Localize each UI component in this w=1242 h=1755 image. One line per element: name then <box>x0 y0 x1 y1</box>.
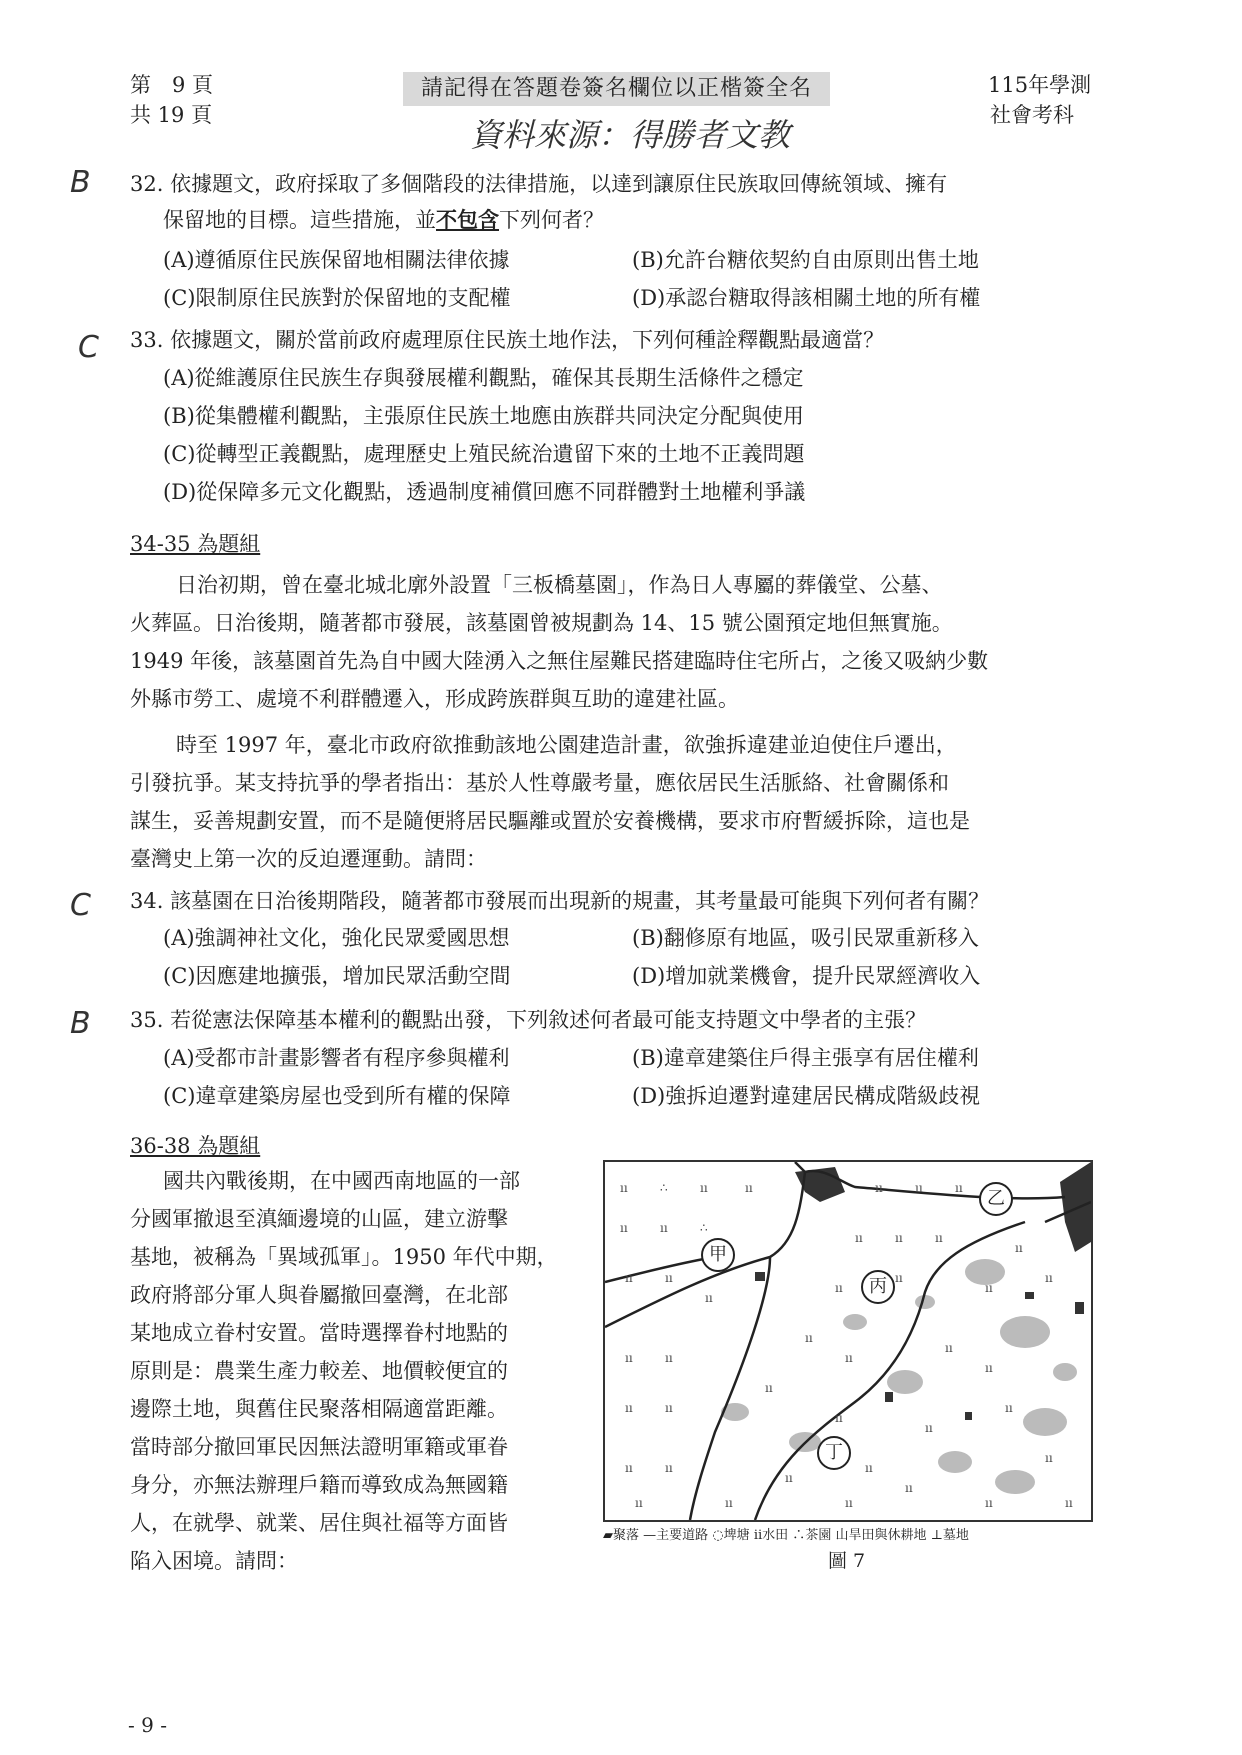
svg-text:ıı: ıı <box>1065 1496 1073 1510</box>
q32-stem-line1: 32. 依據題文，政府採取了多個階段的法律措施，以達到讓原住民族取回傳統領域、擁有 <box>130 172 948 196</box>
group-34-35-title: 34-35 為題組 <box>130 532 261 556</box>
q34-option-c[interactable]: (C)因應建地擴張，增加民眾活動空間 <box>163 964 511 988</box>
svg-text:ıı: ıı <box>895 1231 903 1245</box>
page-number: - 9 - <box>128 1713 167 1737</box>
q32-stem-line2-pre: 保留地的目標。這些措施，並 <box>163 208 436 232</box>
svg-text:ıı: ıı <box>625 1271 633 1285</box>
legend-paddy: 水田 <box>762 1528 789 1543</box>
road-legend-icon: — <box>643 1528 657 1543</box>
legend-road: 主要道路 <box>656 1528 709 1543</box>
svg-text:ıı: ıı <box>945 1341 953 1355</box>
svg-text:ıı: ıı <box>925 1421 933 1435</box>
q35-option-b[interactable]: (B)違章建築住戶得主張享有居住權利 <box>632 1046 979 1070</box>
passage-34-line1: 日治初期，曾在臺北城北廓外設置「三板橋墓園」，作為日人專屬的葬儀堂、公墓、 <box>176 573 943 597</box>
svg-text:ıı: ıı <box>745 1181 753 1195</box>
passage-36-line7: 邊際土地，與舊住民聚落相隔適當距離。 <box>130 1397 508 1421</box>
svg-text:ıı: ıı <box>705 1291 713 1305</box>
answer-mark-q34: C <box>70 888 91 923</box>
q34-stem: 34. 該墓園在日治後期階段，隨著都市發展而出現新的規畫，其考量最可能與下列何者有關？ <box>130 889 990 913</box>
land-use-map <box>603 1160 1093 1522</box>
passage-34-line5: 時至 1997 年，臺北市政府欲推動該地公園建造計畫，欲強拆違建並迫使住戶遷出， <box>176 733 957 757</box>
svg-text:ıı: ıı <box>665 1461 673 1475</box>
svg-text:ıı: ıı <box>625 1351 633 1365</box>
svg-text:ıı: ıı <box>835 1411 843 1425</box>
svg-text:ıı: ıı <box>935 1231 943 1245</box>
pond-legend-icon: ◌ <box>712 1528 724 1543</box>
legend-dryfield: 旱田與休耕地 <box>848 1528 927 1543</box>
legend-cemetery: 墓地 <box>942 1528 969 1543</box>
svg-text:ıı: ıı <box>905 1481 913 1495</box>
tea-legend-icon: ∴ <box>792 1528 806 1543</box>
dryfield-legend-icon: 山 <box>835 1528 849 1543</box>
q33-option-c[interactable]: (C)從轉型正義觀點，處理歷史上殖民統治遺留下來的土地不正義問題 <box>163 442 805 466</box>
svg-text:ıı: ıı <box>875 1181 883 1195</box>
svg-text:ıı: ıı <box>865 1461 873 1475</box>
legend-tea: 茶園 <box>805 1528 832 1543</box>
q34-option-a[interactable]: (A)強調神社文化，強化民眾愛國思想 <box>163 926 510 950</box>
legend-pond: 埤塘 <box>723 1528 750 1543</box>
legend-settlement: 聚落 <box>613 1528 640 1543</box>
svg-text:∴: ∴ <box>660 1181 668 1195</box>
svg-text:ıı: ıı <box>1005 1401 1013 1415</box>
group-36-38-title: 36-38 為題組 <box>130 1134 261 1158</box>
svg-text:ıı: ıı <box>625 1401 633 1415</box>
pond-patches <box>721 1259 1077 1494</box>
exam-title: 115年學測 <box>988 73 1092 97</box>
passage-34-line3: 1949 年後，該墓園首先為自中國大陸湧入之無住屋難民搭建臨時住宅所占，之後又吸納少數 <box>130 649 989 673</box>
svg-text:ıı: ıı <box>1045 1451 1053 1465</box>
answer-mark-q33: C <box>78 330 99 365</box>
map-marker-yi: 乙 <box>979 1182 1013 1216</box>
answer-mark-q32: B <box>70 165 91 200</box>
q35-option-c[interactable]: (C)違章建築房屋也受到所有權的保障 <box>163 1084 511 1108</box>
svg-text:ıı: ıı <box>805 1331 813 1345</box>
sign-reminder-banner: 請記得在答題卷簽名欄位以正楷簽全名 <box>403 72 830 106</box>
svg-text:ıı: ıı <box>985 1281 993 1295</box>
svg-text:ıı: ıı <box>1015 1241 1023 1255</box>
svg-text:ıı: ıı <box>620 1221 628 1235</box>
passage-36-line2: 分國軍撤退至滇緬邊境的山區，建立游擊 <box>130 1207 508 1231</box>
q34-option-d[interactable]: (D)增加就業機會，提升民眾經濟收入 <box>632 964 981 988</box>
svg-text:ıı: ıı <box>665 1401 673 1415</box>
svg-text:ıı: ıı <box>665 1351 673 1365</box>
q32-emphasis: 不包含 <box>436 207 499 232</box>
svg-text:ıı: ıı <box>855 1231 863 1245</box>
svg-text:ıı: ıı <box>620 1181 628 1195</box>
svg-text:∴: ∴ <box>700 1221 708 1235</box>
settlement-legend-icon: ▰ <box>603 1528 613 1543</box>
map-marker-jia: 甲 <box>701 1238 735 1272</box>
passage-36-line6: 原則是：農業生產力較差、地價較便宜的 <box>130 1359 508 1383</box>
svg-text:ıı: ıı <box>725 1496 733 1510</box>
q32-option-a[interactable]: (A)遵循原住民族保留地相關法律依據 <box>163 248 510 272</box>
svg-text:ıı: ıı <box>835 1281 843 1295</box>
q33-option-d[interactable]: (D)從保障多元文化觀點，透過制度補償回應不同群體對土地權利爭議 <box>163 480 806 504</box>
q33-stem: 33. 依據題文，關於當前政府處理原住民族土地作法，下列何種詮釋觀點最適當？ <box>130 328 885 352</box>
svg-text:ıı: ıı <box>895 1271 903 1285</box>
svg-text:ıı: ıı <box>700 1181 708 1195</box>
svg-text:ıı: ıı <box>985 1496 993 1510</box>
q35-stem: 35. 若從憲法保障基本權利的觀點出發，下列敘述何者最可能支持題文中學者的主張？ <box>130 1008 927 1032</box>
figure-caption: 圖 7 <box>828 1550 866 1572</box>
q33-option-a[interactable]: (A)從維護原住民族生存與發展權利觀點，確保其長期生活條件之穩定 <box>163 366 804 390</box>
q32-stem-line2-post: 下列何者？ <box>499 208 604 232</box>
passage-36-line8: 當時部分撤回軍民因無法證明軍籍或軍眷 <box>130 1435 508 1459</box>
q33-option-b[interactable]: (B)從集體權利觀點，主張原住民族土地應由族群共同決定分配與使用 <box>163 404 804 428</box>
svg-text:ıı: ıı <box>845 1351 853 1365</box>
svg-text:ıı: ıı <box>660 1221 668 1235</box>
map-legend <box>603 1524 969 1543</box>
map-marker-bing: 丙 <box>861 1270 895 1304</box>
passage-34-line8: 臺灣史上第一次的反迫遷運動。請問： <box>130 847 487 871</box>
q35-option-d[interactable]: (D)強拆迫遷對違建居民構成階級歧視 <box>632 1084 981 1108</box>
settlement-patches <box>755 1162 1091 1420</box>
land-use-map-drawing <box>605 1162 1091 1520</box>
svg-text:ıı: ıı <box>785 1471 793 1485</box>
q32-stem-line2 <box>163 206 604 234</box>
cemetery-legend-icon: ⊥ <box>930 1528 943 1543</box>
passage-36-line11: 陷入困境。請問： <box>130 1549 298 1573</box>
map-marker-ding: 丁 <box>817 1436 851 1470</box>
svg-text:ıı: ıı <box>635 1496 643 1510</box>
passage-36-line3: 基地，被稱為「異域孤軍」。1950 年代中期， <box>130 1245 558 1269</box>
passage-36-line9: 身分，亦無法辦理戶籍而導致成為無國籍 <box>130 1473 508 1497</box>
passage-34-line4: 外縣市勞工、處境不利群體遷入，形成跨族群與互助的違建社區。 <box>130 687 739 711</box>
q35-option-a[interactable]: (A)受都市計畫影響者有程序參與權利 <box>163 1046 510 1070</box>
passage-36-line1: 國共內戰後期，在中國西南地區的一部 <box>163 1169 520 1193</box>
passage-36-line5: 某地成立眷村安置。當時選擇眷村地點的 <box>130 1321 508 1345</box>
q32-option-b[interactable]: (B)允許台糖依契約自由原則出售土地 <box>632 248 979 272</box>
passage-34-line7: 謀生，妥善規劃安置，而不是隨便將居民驅離或置於安養機構，要求市府暫緩拆除，這也是 <box>130 809 970 833</box>
passage-36-line10: 人，在就學、就業、居住與社福等方面皆 <box>130 1511 508 1535</box>
svg-text:ıı: ıı <box>915 1181 923 1195</box>
svg-text:ıı: ıı <box>765 1381 773 1395</box>
passage-36-line4: 政府將部分軍人與眷屬撤回臺灣，在北部 <box>130 1283 508 1307</box>
q32-option-d[interactable]: (D)承認台糖取得該相關土地的所有權 <box>632 286 981 310</box>
svg-text:ıı: ıı <box>985 1361 993 1375</box>
svg-text:ıı: ıı <box>845 1496 853 1510</box>
svg-text:ıı: ıı <box>665 1271 673 1285</box>
passage-34-line6: 引發抗爭。某支持抗爭的學者指出：基於人性尊嚴考量，應依居民生活脈絡、社會關係和 <box>130 771 949 795</box>
svg-text:ıı: ıı <box>955 1181 963 1195</box>
passage-34-line2: 火葬區。日治後期，隨著都市發展，該墓園曾被規劃為 14、15 號公園預定地但無實施。 <box>130 611 953 635</box>
svg-text:ıı: ıı <box>625 1461 633 1475</box>
exam-subject: 社會考科 <box>990 103 1074 127</box>
answer-mark-q35: B <box>70 1006 91 1041</box>
total-pages-label: 共 19 頁 <box>130 103 213 127</box>
page-label: 第 9 頁 <box>130 73 214 97</box>
paddy-legend-icon: ⅱ <box>753 1528 763 1543</box>
handwritten-source-note: 資料來源：得勝者文教 <box>470 116 791 154</box>
svg-text:ıı: ıı <box>1045 1271 1053 1285</box>
q34-option-b[interactable]: (B)翻修原有地區，吸引民眾重新移入 <box>632 926 979 950</box>
q32-option-c[interactable]: (C)限制原住民族對於保留地的支配權 <box>163 286 511 310</box>
